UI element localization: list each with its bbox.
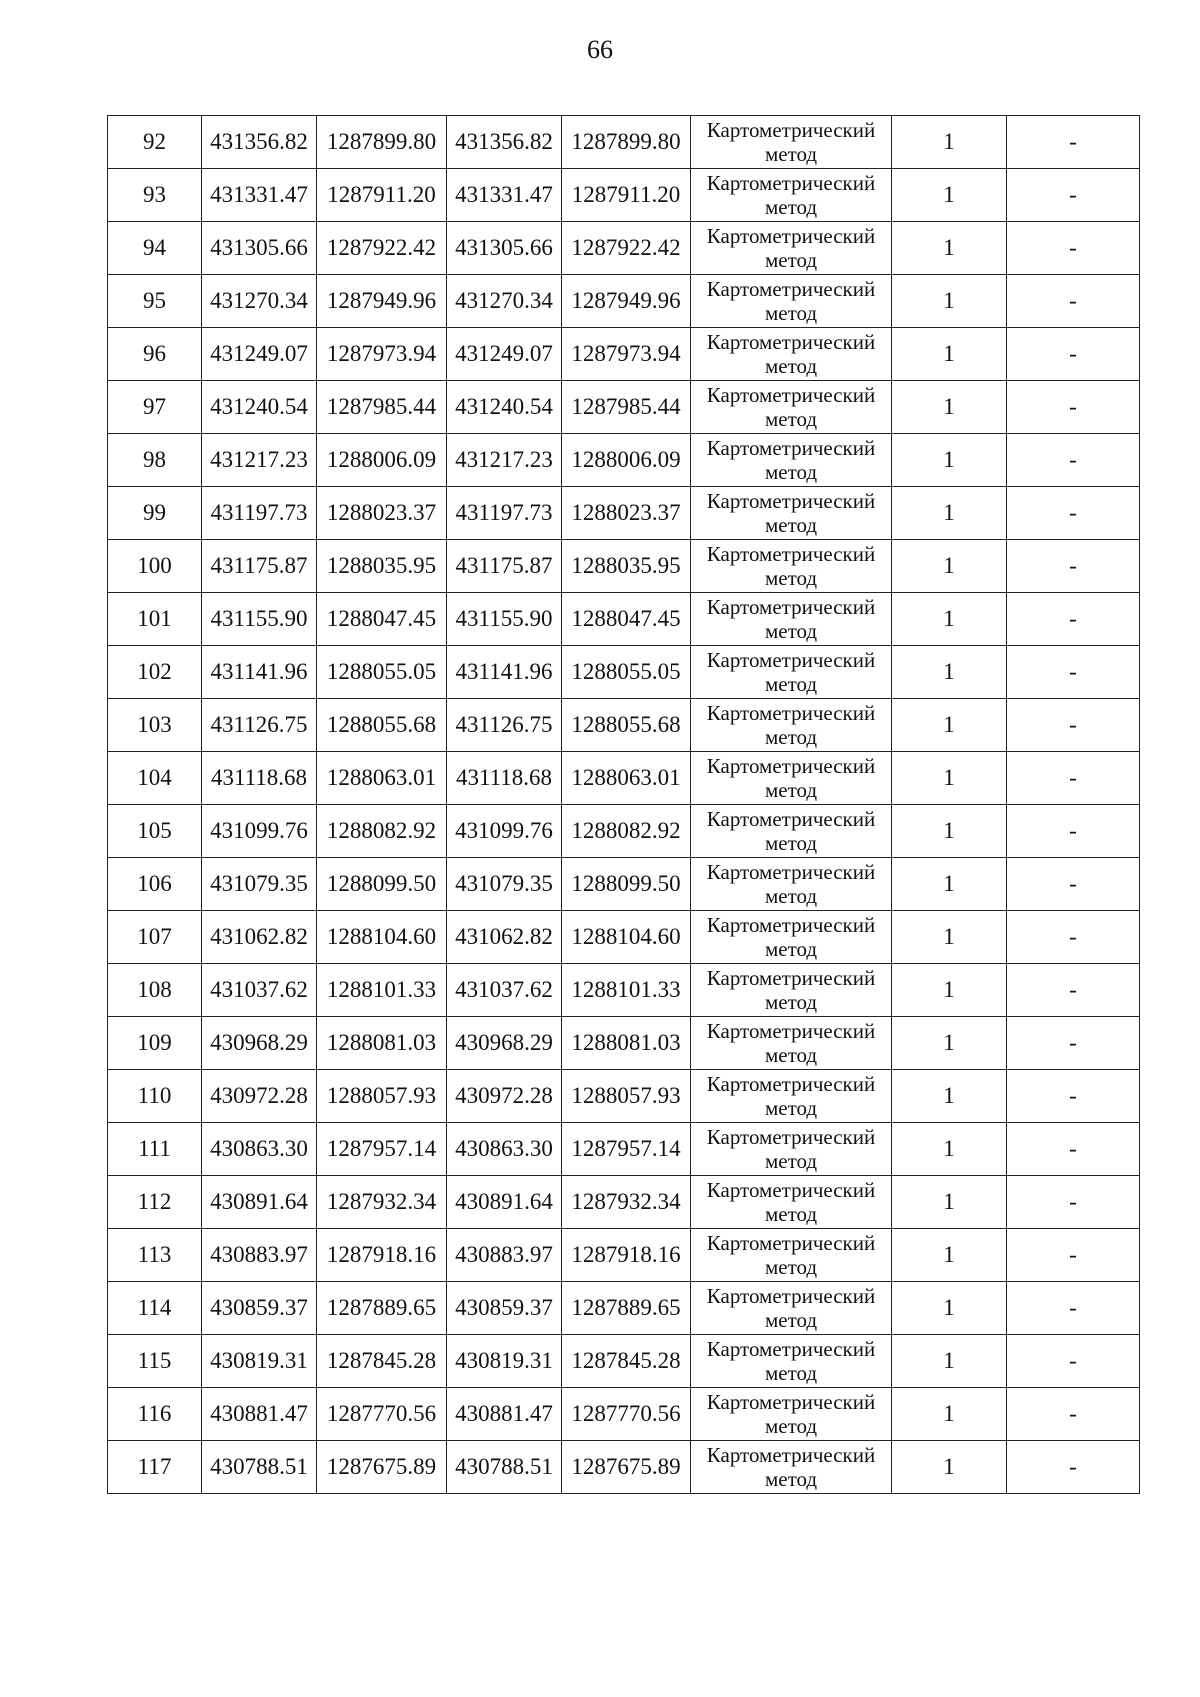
x-existing-cell: 431062.82 [202,911,317,964]
method-cell [691,911,892,964]
x-existing-cell: 430883.97 [202,1229,317,1282]
point-number-cell: 112 [108,1176,202,1229]
y-existing-cell: 1288035.95 [317,540,447,593]
x-existing-cell: 431270.34 [202,275,317,328]
method-cell [691,434,892,487]
x-existing-cell: 431099.76 [202,805,317,858]
table-row [108,1229,1140,1282]
x-existing-cell: 431331.47 [202,169,317,222]
x-existing-cell: 431175.87 [202,540,317,593]
note-cell: - [1007,1123,1140,1176]
method-cell [691,328,892,381]
note-cell: - [1007,1229,1140,1282]
y-new-cell: 1288082.92 [562,805,691,858]
note-cell: - [1007,699,1140,752]
y-existing-cell: 1288063.01 [317,752,447,805]
x-new-cell: 431240.54 [447,381,562,434]
x-new-cell: 430891.64 [447,1176,562,1229]
x-new-cell: 430819.31 [447,1335,562,1388]
table-row [108,275,1140,328]
table-row [108,1070,1140,1123]
method-line-1: Картометрический [706,966,876,990]
x-new-cell: 431270.34 [447,275,562,328]
x-new-cell: 430972.28 [447,1070,562,1123]
method-cell [691,964,892,1017]
x-existing-cell: 431356.82 [202,116,317,169]
table-row [108,328,1140,381]
note-cell: - [1007,646,1140,699]
method-line-1: Картометрический [706,330,876,354]
y-new-cell: 1288006.09 [562,434,691,487]
method-line-2: метод [764,1149,818,1173]
method-line-1: Картометрический [706,595,876,619]
table-row [108,1282,1140,1335]
x-new-cell: 430881.47 [447,1388,562,1441]
table-row [108,752,1140,805]
accuracy-cell: 1 [892,487,1007,540]
point-number-cell: 92 [108,116,202,169]
method-line-1: Картометрический [706,1390,876,1414]
accuracy-cell: 1 [892,1441,1007,1494]
x-existing-cell: 431217.23 [202,434,317,487]
y-new-cell: 1288081.03 [562,1017,691,1070]
y-new-cell: 1287845.28 [562,1335,691,1388]
point-number-cell: 110 [108,1070,202,1123]
x-existing-cell: 431155.90 [202,593,317,646]
point-number-cell: 103 [108,699,202,752]
note-cell: - [1007,328,1140,381]
note-cell: - [1007,911,1140,964]
accuracy-cell: 1 [892,169,1007,222]
point-number-cell: 114 [108,1282,202,1335]
y-existing-cell: 1288101.33 [317,964,447,1017]
x-existing-cell: 431305.66 [202,222,317,275]
y-new-cell: 1287918.16 [562,1229,691,1282]
accuracy-cell: 1 [892,1123,1007,1176]
y-new-cell: 1288104.60 [562,911,691,964]
method-line-2: метод [764,513,818,537]
x-existing-cell: 431118.68 [202,752,317,805]
point-number-cell: 100 [108,540,202,593]
y-existing-cell: 1288055.05 [317,646,447,699]
accuracy-cell: 1 [892,1229,1007,1282]
y-existing-cell: 1287918.16 [317,1229,447,1282]
y-existing-cell: 1288081.03 [317,1017,447,1070]
method-line-1: Картометрический [706,701,876,725]
table-row [108,434,1140,487]
method-line-2: метод [764,619,818,643]
y-existing-cell: 1288055.68 [317,699,447,752]
y-new-cell: 1287985.44 [562,381,691,434]
method-line-2: метод [764,672,818,696]
note-cell: - [1007,964,1140,1017]
method-line-1: Картометрический [706,1231,876,1255]
method-cell [691,275,892,328]
point-number-cell: 115 [108,1335,202,1388]
y-new-cell: 1287949.96 [562,275,691,328]
point-number-cell: 109 [108,1017,202,1070]
note-cell: - [1007,1335,1140,1388]
y-new-cell: 1287911.20 [562,169,691,222]
method-cell [691,169,892,222]
table-row [108,699,1140,752]
accuracy-cell: 1 [892,116,1007,169]
table-row [108,487,1140,540]
x-new-cell: 431062.82 [447,911,562,964]
table-row [108,593,1140,646]
x-existing-cell: 430968.29 [202,1017,317,1070]
method-line-2: метод [764,460,818,484]
note-cell: - [1007,858,1140,911]
x-new-cell: 431356.82 [447,116,562,169]
method-line-1: Картометрический [706,860,876,884]
note-cell: - [1007,487,1140,540]
accuracy-cell: 1 [892,1335,1007,1388]
method-cell [691,1176,892,1229]
table-row [108,222,1140,275]
method-line-2: метод [764,1255,818,1279]
y-existing-cell: 1288023.37 [317,487,447,540]
x-existing-cell: 430891.64 [202,1176,317,1229]
method-cell [691,593,892,646]
y-existing-cell: 1287770.56 [317,1388,447,1441]
x-existing-cell: 430819.31 [202,1335,317,1388]
method-line-2: метод [764,1202,818,1226]
y-new-cell: 1287899.80 [562,116,691,169]
method-line-1: Картометрический [706,1178,876,1202]
accuracy-cell: 1 [892,593,1007,646]
y-new-cell: 1287770.56 [562,1388,691,1441]
point-number-cell: 94 [108,222,202,275]
method-cell [691,1070,892,1123]
method-cell [691,1335,892,1388]
table-row [108,381,1140,434]
y-existing-cell: 1287675.89 [317,1441,447,1494]
y-existing-cell: 1287911.20 [317,169,447,222]
x-existing-cell: 430788.51 [202,1441,317,1494]
method-cell [691,699,892,752]
point-number-cell: 104 [108,752,202,805]
x-existing-cell: 431197.73 [202,487,317,540]
method-line-1: Картометрический [706,224,876,248]
y-existing-cell: 1287932.34 [317,1176,447,1229]
method-line-2: метод [764,1043,818,1067]
y-existing-cell: 1287949.96 [317,275,447,328]
x-existing-cell: 430972.28 [202,1070,317,1123]
x-new-cell: 431099.76 [447,805,562,858]
method-cell [691,752,892,805]
x-new-cell: 431249.07 [447,328,562,381]
accuracy-cell: 1 [892,381,1007,434]
method-line-2: метод [764,1308,818,1332]
y-existing-cell: 1287889.65 [317,1282,447,1335]
y-existing-cell: 1288057.93 [317,1070,447,1123]
point-number-cell: 108 [108,964,202,1017]
accuracy-cell: 1 [892,858,1007,911]
note-cell: - [1007,1017,1140,1070]
method-line-1: Картометрический [706,383,876,407]
table-row [108,964,1140,1017]
note-cell: - [1007,752,1140,805]
method-cell [691,858,892,911]
accuracy-cell: 1 [892,540,1007,593]
method-cell [691,540,892,593]
method-line-2: метод [764,195,818,219]
point-number-cell: 99 [108,487,202,540]
y-existing-cell: 1288047.45 [317,593,447,646]
y-new-cell: 1287932.34 [562,1176,691,1229]
y-new-cell: 1287889.65 [562,1282,691,1335]
method-line-1: Картометрический [706,807,876,831]
table-row [108,1123,1140,1176]
method-cell [691,1441,892,1494]
method-line-2: метод [764,831,818,855]
note-cell: - [1007,1282,1140,1335]
accuracy-cell: 1 [892,699,1007,752]
accuracy-cell: 1 [892,911,1007,964]
method-cell [691,381,892,434]
y-new-cell: 1288023.37 [562,487,691,540]
accuracy-cell: 1 [892,1176,1007,1229]
method-line-2: метод [764,778,818,802]
table-row [108,646,1140,699]
y-new-cell: 1288035.95 [562,540,691,593]
y-existing-cell: 1287973.94 [317,328,447,381]
note-cell: - [1007,222,1140,275]
y-new-cell: 1288101.33 [562,964,691,1017]
y-existing-cell: 1288006.09 [317,434,447,487]
x-new-cell: 430968.29 [447,1017,562,1070]
y-existing-cell: 1287985.44 [317,381,447,434]
x-new-cell: 430863.30 [447,1123,562,1176]
point-number-cell: 106 [108,858,202,911]
method-line-1: Картометрический [706,1019,876,1043]
note-cell: - [1007,1388,1140,1441]
accuracy-cell: 1 [892,1388,1007,1441]
y-new-cell: 1287957.14 [562,1123,691,1176]
table-row [108,1335,1140,1388]
x-new-cell: 431118.68 [447,752,562,805]
x-existing-cell: 430859.37 [202,1282,317,1335]
y-existing-cell: 1288082.92 [317,805,447,858]
accuracy-cell: 1 [892,752,1007,805]
y-existing-cell: 1288099.50 [317,858,447,911]
x-existing-cell: 431126.75 [202,699,317,752]
page-number: 66 [587,35,613,64]
accuracy-cell: 1 [892,805,1007,858]
method-cell [691,487,892,540]
x-existing-cell: 431079.35 [202,858,317,911]
note-cell: - [1007,169,1140,222]
method-line-1: Картометрический [706,1443,876,1467]
point-number-cell: 116 [108,1388,202,1441]
accuracy-cell: 1 [892,964,1007,1017]
method-line-1: Картометрический [706,754,876,778]
method-cell [691,1017,892,1070]
x-new-cell: 431305.66 [447,222,562,275]
y-existing-cell: 1287957.14 [317,1123,447,1176]
x-new-cell: 431175.87 [447,540,562,593]
method-line-2: метод [764,566,818,590]
method-line-1: Картометрический [706,118,876,142]
x-new-cell: 431126.75 [447,699,562,752]
y-new-cell: 1287675.89 [562,1441,691,1494]
x-new-cell: 431037.62 [447,964,562,1017]
accuracy-cell: 1 [892,222,1007,275]
method-line-2: метод [764,725,818,749]
method-line-1: Картометрический [706,1072,876,1096]
y-new-cell: 1287922.42 [562,222,691,275]
note-cell: - [1007,381,1140,434]
note-cell: - [1007,275,1140,328]
point-number-cell: 101 [108,593,202,646]
note-cell: - [1007,1441,1140,1494]
x-existing-cell: 430881.47 [202,1388,317,1441]
method-line-2: метод [764,407,818,431]
method-line-1: Картометрический [706,277,876,301]
x-new-cell: 431155.90 [447,593,562,646]
method-line-2: метод [764,884,818,908]
method-line-2: метод [764,301,818,325]
point-number-cell: 97 [108,381,202,434]
method-cell [691,805,892,858]
x-new-cell: 430883.97 [447,1229,562,1282]
table-row [108,1441,1140,1494]
point-number-cell: 105 [108,805,202,858]
method-line-2: метод [764,1414,818,1438]
point-number-cell: 111 [108,1123,202,1176]
y-existing-cell: 1287922.42 [317,222,447,275]
method-cell [691,116,892,169]
table-row [108,805,1140,858]
y-new-cell: 1288057.93 [562,1070,691,1123]
x-new-cell: 431217.23 [447,434,562,487]
table-row [108,1017,1140,1070]
method-line-2: метод [764,990,818,1014]
method-line-1: Картометрический [706,171,876,195]
y-new-cell: 1288055.68 [562,699,691,752]
table-row [108,911,1140,964]
y-new-cell: 1288099.50 [562,858,691,911]
method-line-1: Картометрический [706,648,876,672]
y-existing-cell: 1288104.60 [317,911,447,964]
note-cell: - [1007,1176,1140,1229]
method-cell [691,1229,892,1282]
accuracy-cell: 1 [892,1282,1007,1335]
table-row [108,858,1140,911]
x-existing-cell: 431249.07 [202,328,317,381]
x-existing-cell: 431141.96 [202,646,317,699]
x-new-cell: 431197.73 [447,487,562,540]
note-cell: - [1007,593,1140,646]
table-row [108,169,1140,222]
method-line-2: метод [764,1096,818,1120]
accuracy-cell: 1 [892,1017,1007,1070]
method-line-2: метод [764,354,818,378]
method-line-1: Картометрический [706,489,876,513]
method-line-1: Картометрический [706,1125,876,1149]
note-cell: - [1007,540,1140,593]
accuracy-cell: 1 [892,646,1007,699]
y-new-cell: 1288063.01 [562,752,691,805]
point-number-cell: 102 [108,646,202,699]
point-number-cell: 117 [108,1441,202,1494]
x-new-cell: 431079.35 [447,858,562,911]
method-line-2: метод [764,1361,818,1385]
table-row [108,1176,1140,1229]
x-new-cell: 431141.96 [447,646,562,699]
y-existing-cell: 1287845.28 [317,1335,447,1388]
point-number-cell: 93 [108,169,202,222]
accuracy-cell: 1 [892,434,1007,487]
method-line-1: Картометрический [706,436,876,460]
point-number-cell: 96 [108,328,202,381]
x-new-cell: 430788.51 [447,1441,562,1494]
point-number-cell: 98 [108,434,202,487]
method-cell [691,646,892,699]
accuracy-cell: 1 [892,275,1007,328]
method-line-2: метод [764,248,818,272]
method-line-2: метод [764,937,818,961]
x-existing-cell: 430863.30 [202,1123,317,1176]
x-new-cell: 430859.37 [447,1282,562,1335]
method-line-1: Картометрический [706,1284,876,1308]
y-new-cell: 1287973.94 [562,328,691,381]
x-existing-cell: 431037.62 [202,964,317,1017]
coordinates-table [107,115,1140,1494]
note-cell: - [1007,116,1140,169]
point-number-cell: 107 [108,911,202,964]
method-line-1: Картометрический [706,1337,876,1361]
accuracy-cell: 1 [892,328,1007,381]
y-new-cell: 1288047.45 [562,593,691,646]
method-line-2: метод [764,142,818,166]
method-cell [691,1123,892,1176]
note-cell: - [1007,1070,1140,1123]
x-existing-cell: 431240.54 [202,381,317,434]
method-line-1: Картометрический [706,542,876,566]
method-line-2: метод [764,1467,818,1491]
y-new-cell: 1288055.05 [562,646,691,699]
point-number-cell: 95 [108,275,202,328]
point-number-cell: 113 [108,1229,202,1282]
accuracy-cell: 1 [892,1070,1007,1123]
method-cell [691,1282,892,1335]
note-cell: - [1007,805,1140,858]
table-row [108,116,1140,169]
method-cell [691,222,892,275]
table-row [108,540,1140,593]
x-new-cell: 431331.47 [447,169,562,222]
table-row [108,1388,1140,1441]
note-cell: - [1007,434,1140,487]
method-line-1: Картометрический [706,913,876,937]
y-existing-cell: 1287899.80 [317,116,447,169]
method-cell [691,1388,892,1441]
